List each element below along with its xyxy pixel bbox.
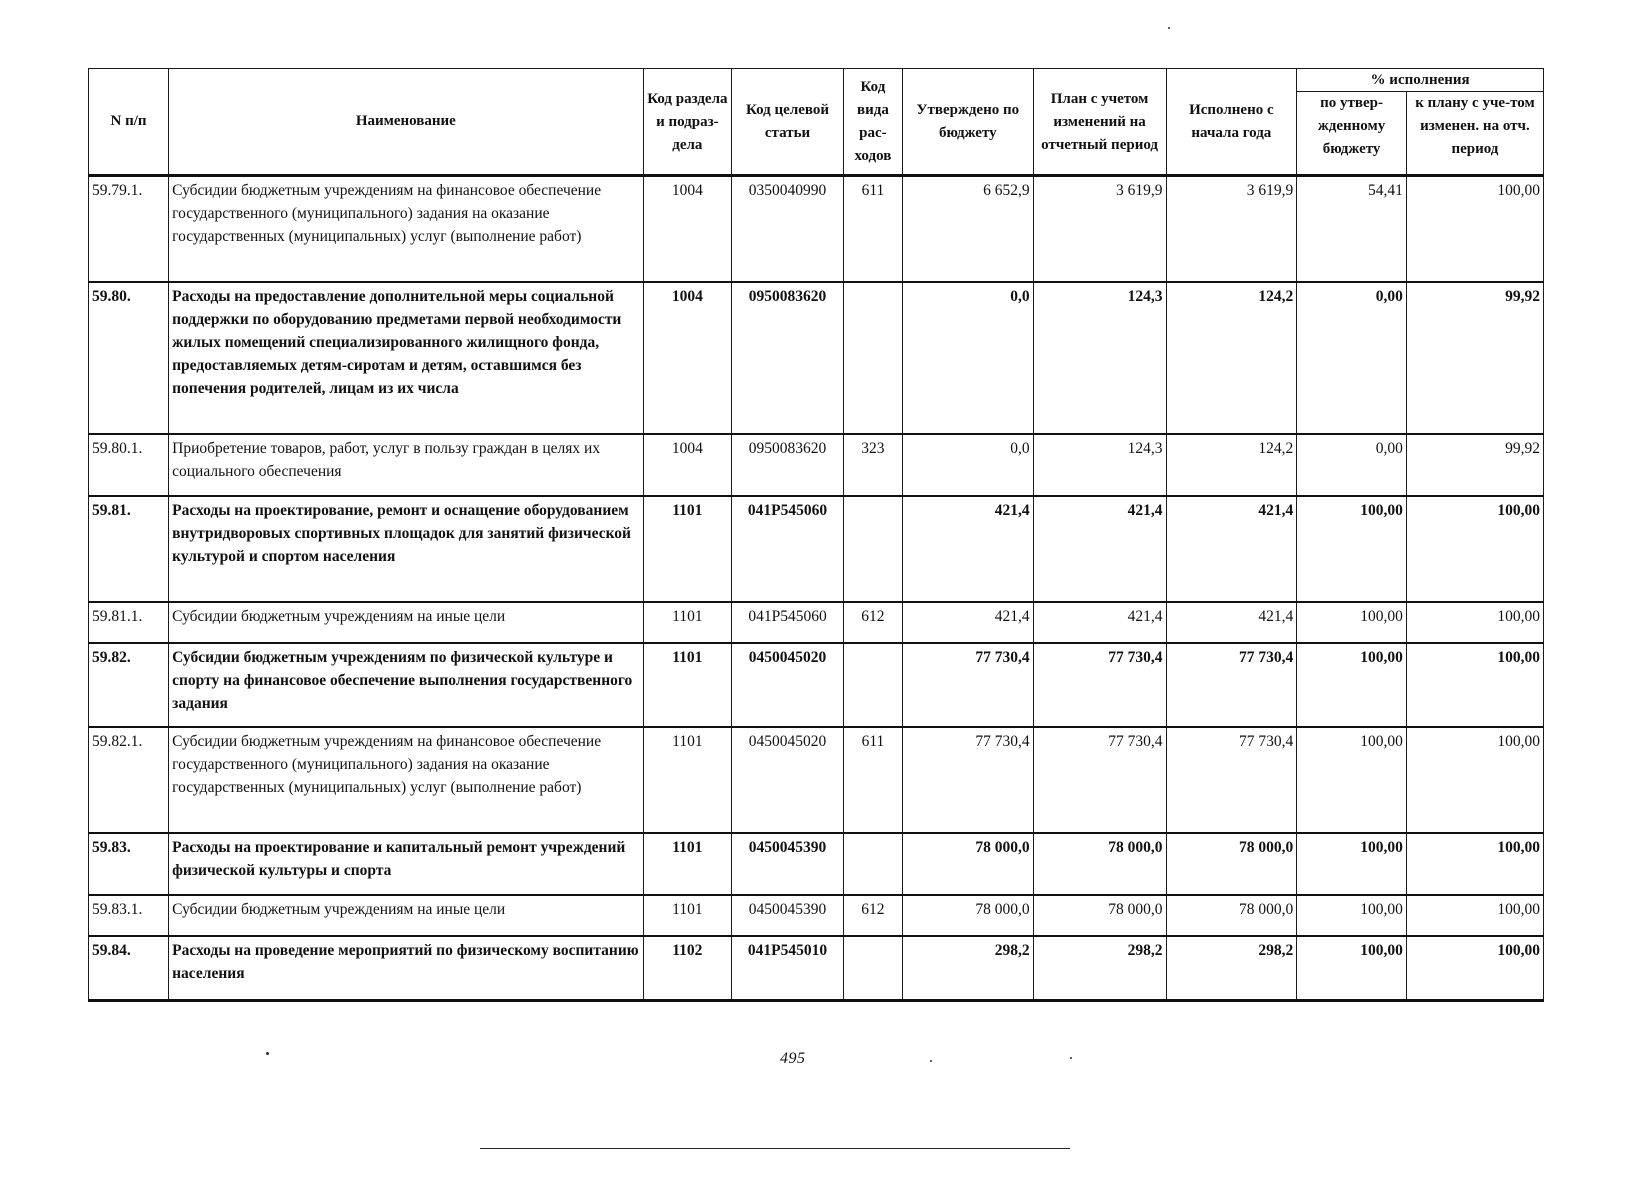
row-executed: 298,2: [1166, 936, 1297, 1001]
row-pct-budget: 100,00: [1297, 895, 1407, 936]
row-executed: 78 000,0: [1166, 895, 1297, 936]
row-pct-budget: 100,00: [1297, 727, 1407, 833]
row-plan: 78 000,0: [1033, 833, 1166, 895]
row-name: Субсидии бюджетным учреждениям на иные цели: [169, 895, 643, 936]
row-approved: 78 000,0: [902, 833, 1033, 895]
header-pct-plan: к плану с уче-том изменен. на отч. период: [1406, 92, 1543, 176]
row-pct-budget: 100,00: [1297, 643, 1407, 727]
table-body: [89, 176, 1544, 1001]
row-expense-type-code: [843, 496, 902, 602]
row-number: 59.83.1.: [89, 895, 169, 936]
row-pct-plan: 100,00: [1406, 727, 1543, 833]
row-target-code: 041P545010: [732, 936, 844, 1001]
row-target-code: 0450045390: [732, 833, 844, 895]
row-executed: 77 730,4: [1166, 727, 1297, 833]
table-row: [89, 727, 1544, 833]
row-section-code: 1101: [643, 895, 732, 936]
row-name: Субсидии бюджетным учреждениям по физической культуре и спорту на финансовое обеспечение выполнения государственного задания: [169, 643, 643, 727]
budget-execution-table: [88, 68, 1544, 1002]
row-plan: 421,4: [1033, 602, 1166, 643]
header-name: Наименование: [169, 69, 643, 176]
row-section-code: 1101: [643, 496, 732, 602]
row-expense-type-code: 323: [843, 434, 902, 496]
table-row: [89, 496, 1544, 602]
row-pct-budget: 100,00: [1297, 833, 1407, 895]
header-expense-type-code: Код вида рас-ходов: [843, 69, 902, 176]
table-row: [89, 833, 1544, 895]
row-target-code: 0450045390: [732, 895, 844, 936]
scan-speck: [1168, 27, 1170, 29]
row-pct-plan: 100,00: [1406, 643, 1543, 727]
row-pct-budget: 0,00: [1297, 434, 1407, 496]
row-name: Расходы на проектирование, ремонт и оснащение оборудованием внутридворовых спортивных площадок для занятий физической культурой и спортом населения: [169, 496, 643, 602]
row-approved: 421,4: [902, 496, 1033, 602]
row-executed: 78 000,0: [1166, 833, 1297, 895]
row-section-code: 1101: [643, 643, 732, 727]
row-plan: 124,3: [1033, 434, 1166, 496]
table-row: [89, 895, 1544, 936]
row-approved: 421,4: [902, 602, 1033, 643]
row-executed: 77 730,4: [1166, 643, 1297, 727]
table-header: [89, 69, 1544, 176]
row-name: Расходы на проведение мероприятий по физическому воспитанию населения: [169, 936, 643, 1001]
row-plan: 421,4: [1033, 496, 1166, 602]
scan-speck: [266, 1052, 269, 1055]
table-row: [89, 602, 1544, 643]
row-expense-type-code: [843, 282, 902, 434]
row-expense-type-code: [843, 643, 902, 727]
row-expense-type-code: 611: [843, 176, 902, 283]
row-plan: 77 730,4: [1033, 643, 1166, 727]
row-pct-plan: 100,00: [1406, 496, 1543, 602]
row-number: 59.82.1.: [89, 727, 169, 833]
row-name: Расходы на проектирование и капитальный ремонт учреждений физической культуры и спорта: [169, 833, 643, 895]
row-plan: 3 619,9: [1033, 176, 1166, 283]
row-number: 59.79.1.: [89, 176, 169, 283]
row-number: 59.83.: [89, 833, 169, 895]
row-pct-plan: 100,00: [1406, 833, 1543, 895]
table-row: [89, 176, 1544, 283]
row-section-code: 1102: [643, 936, 732, 1001]
row-name: Субсидии бюджетным учреждениям на иные цели: [169, 602, 643, 643]
row-expense-type-code: 612: [843, 895, 902, 936]
row-pct-plan: 100,00: [1406, 936, 1543, 1001]
header-executed: Исполнено с начала года: [1166, 69, 1297, 176]
row-expense-type-code: 611: [843, 727, 902, 833]
row-executed: 124,2: [1166, 434, 1297, 496]
scan-artifact-line: [480, 1148, 1070, 1149]
row-pct-plan: 100,00: [1406, 895, 1543, 936]
row-target-code: 0450045020: [732, 643, 844, 727]
scan-speck: [1070, 1057, 1072, 1059]
row-pct-budget: 0,00: [1297, 282, 1407, 434]
table-row: [89, 643, 1544, 727]
scan-speck: [930, 1060, 932, 1062]
table-row: [89, 936, 1544, 1001]
row-pct-plan: 100,00: [1406, 602, 1543, 643]
row-target-code: 0450045020: [732, 727, 844, 833]
row-section-code: 1101: [643, 833, 732, 895]
row-pct-budget: 54,41: [1297, 176, 1407, 283]
row-pct-plan: 100,00: [1406, 176, 1543, 283]
row-approved: 78 000,0: [902, 895, 1033, 936]
row-number: 59.84.: [89, 936, 169, 1001]
header-approved: Утверждено по бюджету: [902, 69, 1033, 176]
row-name: Расходы на предоставление дополнительной меры социальной поддержки по оборудованию предметами первой необходимости жилых помещений специализированного жилищного фонда, предоставляемых детям-сиротам и детям, оставшимся без попечения родителей, лицам из их числа: [169, 282, 643, 434]
row-number: 59.81.1.: [89, 602, 169, 643]
row-plan: 77 730,4: [1033, 727, 1166, 833]
row-expense-type-code: [843, 833, 902, 895]
header-pct-budget: по утвер-жденному бюджету: [1297, 92, 1407, 176]
row-name: Субсидии бюджетным учреждениям на финансовое обеспечение государственного (муниципального) задания на оказание государственных (муниципальных) услуг (выполнение работ): [169, 727, 643, 833]
row-target-code: 0350040990: [732, 176, 844, 283]
row-pct-budget: 100,00: [1297, 936, 1407, 1001]
row-executed: 3 619,9: [1166, 176, 1297, 283]
row-approved: 77 730,4: [902, 727, 1033, 833]
row-expense-type-code: [843, 936, 902, 1001]
header-section-code: Код раздела и подраз-дела: [643, 69, 732, 176]
row-section-code: 1101: [643, 727, 732, 833]
row-approved: 0,0: [902, 282, 1033, 434]
row-plan: 124,3: [1033, 282, 1166, 434]
row-target-code: 041P545060: [732, 496, 844, 602]
row-pct-plan: 99,92: [1406, 282, 1543, 434]
row-pct-plan: 99,92: [1406, 434, 1543, 496]
row-pct-budget: 100,00: [1297, 602, 1407, 643]
header-pct-group: % исполнения: [1297, 69, 1544, 92]
row-target-code: 0950083620: [732, 434, 844, 496]
page-number: 495: [780, 1050, 806, 1067]
row-section-code: 1004: [643, 176, 732, 283]
row-executed: 421,4: [1166, 496, 1297, 602]
header-num: N п/п: [89, 69, 169, 176]
row-section-code: 1101: [643, 602, 732, 643]
row-approved: 298,2: [902, 936, 1033, 1001]
header-target-code: Код целевой статьи: [732, 69, 844, 176]
row-approved: 0,0: [902, 434, 1033, 496]
row-section-code: 1004: [643, 282, 732, 434]
row-approved: 77 730,4: [902, 643, 1033, 727]
row-executed: 421,4: [1166, 602, 1297, 643]
row-plan: 298,2: [1033, 936, 1166, 1001]
row-pct-budget: 100,00: [1297, 496, 1407, 602]
row-target-code: 041P545060: [732, 602, 844, 643]
row-number: 59.80.1.: [89, 434, 169, 496]
row-expense-type-code: 612: [843, 602, 902, 643]
row-name: Субсидии бюджетным учреждениям на финансовое обеспечение государственного (муниципального) задания на оказание государственных (муниципальных) услуг (выполнение работ): [169, 176, 643, 283]
table-row: [89, 434, 1544, 496]
row-number: 59.81.: [89, 496, 169, 602]
row-number: 59.80.: [89, 282, 169, 434]
row-number: 59.82.: [89, 643, 169, 727]
row-target-code: 0950083620: [732, 282, 844, 434]
row-plan: 78 000,0: [1033, 895, 1166, 936]
row-executed: 124,2: [1166, 282, 1297, 434]
row-approved: 6 652,9: [902, 176, 1033, 283]
header-plan: План с учетом изменений на отчетный период: [1033, 69, 1166, 176]
table-row: [89, 282, 1544, 434]
row-name: Приобретение товаров, работ, услуг в пользу граждан в целях их социального обеспечения: [169, 434, 643, 496]
row-section-code: 1004: [643, 434, 732, 496]
